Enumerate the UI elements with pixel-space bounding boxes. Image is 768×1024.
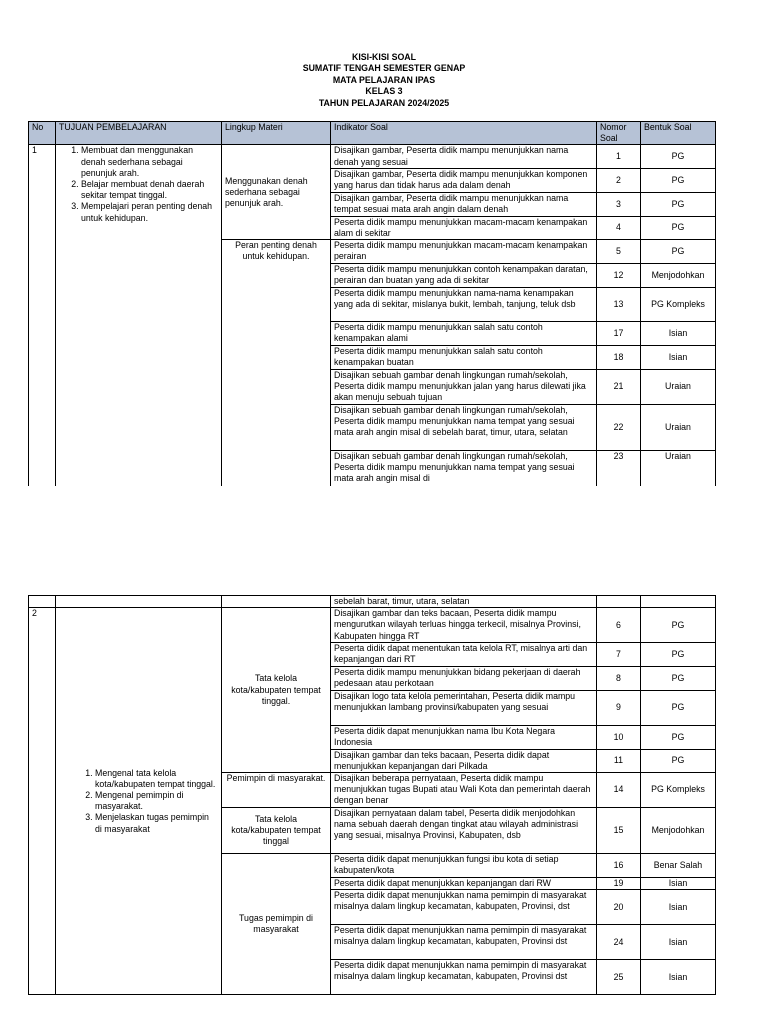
- nomor-cell: 2: [597, 168, 641, 192]
- bentuk-cell: Isian: [641, 322, 716, 346]
- nomor-cell: 12: [597, 264, 641, 288]
- indikator-cell: Peserta didik dapat menunjukkan nama Ibu Kota Negara Indonesia: [331, 725, 597, 749]
- col-header-lingkup: Lingkup Materi: [222, 122, 331, 145]
- table-row: [29, 145, 716, 168]
- nomor-cell: 18: [597, 346, 641, 369]
- tujuan-cell: [56, 608, 222, 995]
- bentuk-cell: [641, 596, 716, 608]
- lingkup-cell: Tata kelola kota/kabupaten tempat tinggal: [222, 808, 331, 854]
- tujuan-cell: [56, 596, 222, 608]
- nomor-cell: 8: [597, 667, 641, 690]
- bentuk-cell: PG Kompleks: [641, 288, 716, 322]
- nomor-cell: 4: [597, 216, 641, 239]
- bentuk-cell: Menjodohkan: [641, 264, 716, 288]
- indikator-cell: Peserta didik dapat menunjukkan fungsi ibu kota di setiap kabupaten/kota: [331, 854, 597, 878]
- document-title: [0, 52, 768, 109]
- indikator-cell: Peserta didik mampu menunjukkan salah satu contoh kenampakan buatan: [331, 346, 597, 369]
- indikator-cell: Disajikan gambar, Peserta didik mampu menunjukkan nama tempat sesuai mata arah angin dalam denah: [331, 192, 597, 216]
- nomor-cell: 16: [597, 854, 641, 878]
- indikator-cell: Peserta didik mampu menunjukkan salah satu contoh kenampakan alami: [331, 322, 597, 346]
- tujuan-list: [59, 768, 218, 835]
- lingkup-cell: Pemimpin di masyarakat.: [222, 773, 331, 808]
- indikator-cell: Peserta didik dapat menunjukkan nama pemimpin di masyarakat misalnya dalam lingkup kecamatan, kabupaten, Provinsi, dst: [331, 890, 597, 925]
- nomor-cell: 10: [597, 725, 641, 749]
- kisi-kisi-table-page-2: [28, 595, 716, 995]
- bentuk-cell: Isian: [641, 925, 716, 960]
- bentuk-cell: PG: [641, 240, 716, 264]
- indikator-cell: Peserta didik dapat menentukan tata kelola RT, misalnya arti dan kepanjangan dari RT: [331, 643, 597, 667]
- nomor-cell: 15: [597, 808, 641, 854]
- nomor-cell: 24: [597, 925, 641, 960]
- bentuk-cell: Isian: [641, 346, 716, 369]
- nomor-cell: [597, 596, 641, 608]
- title-line: SUMATIF TENGAH SEMESTER GENAP: [302, 63, 466, 74]
- indikator-cell: Disajikan logo tata kelola pemerintahan, Peserta didik mampu menunjukkan lambang provinsi/kabupaten yang sesuai: [331, 690, 597, 725]
- indikator-cell: Peserta didik mampu menunjukkan macam-macam kenampakan perairan: [331, 240, 597, 264]
- col-header-tujuan: TUJUAN PEMBELAJARAN: [56, 122, 222, 145]
- lingkup-cell: Tugas pemimpin di masyarakat: [222, 854, 331, 995]
- lingkup-cell: Tata kelola kota/kabupaten tempat tinggal.: [222, 608, 331, 773]
- indikator-cell: Disajikan gambar dan teks bacaan, Peserta didik mampu mengurutkan wilayah terluas hingga terkecil, misalnya Provinsi, Kabupaten hingga RT: [331, 608, 597, 643]
- nomor-cell: 21: [597, 369, 641, 404]
- nomor-cell: 20: [597, 890, 641, 925]
- bentuk-cell: Isian: [641, 890, 716, 925]
- bentuk-cell: PG: [641, 725, 716, 749]
- indikator-cell: Disajikan beberapa pernyataan, Peserta didik mampu menunjukkan tugas Bupati atau Wali Kota dan pemerintah daerah dengan benar: [331, 773, 597, 808]
- table-row: [29, 608, 716, 643]
- nomor-cell: 5: [597, 240, 641, 264]
- row-number: 1: [29, 145, 56, 486]
- bentuk-cell: PG: [641, 667, 716, 690]
- indikator-cell: Disajikan sebuah gambar denah lingkungan rumah/sekolah, Peserta didik mampu menunjukkan jalan yang harus dilewati jika akan menuju sebuah tujuan: [331, 369, 597, 404]
- tujuan-list: [59, 145, 218, 223]
- indikator-cell: Disajikan gambar, Peserta didik mampu menunjukkan komponen yang harus dan tidak harus ada dalam denah: [331, 168, 597, 192]
- indikator-cell: Disajikan sebuah gambar denah lingkungan rumah/sekolah, Peserta didik mampu menunjukkan nama tempat yang sesuai mata arah angin misal di: [331, 450, 597, 486]
- bentuk-cell: Isian: [641, 960, 716, 995]
- bentuk-cell: Menjodohkan: [641, 808, 716, 854]
- bentuk-cell: PG: [641, 145, 716, 168]
- bentuk-cell: PG Kompleks: [641, 773, 716, 808]
- indikator-cell: Peserta didik mampu menunjukkan macam-macam kenampakan alam di sekitar: [331, 216, 597, 239]
- col-header-bentuk: Bentuk Soal: [641, 122, 716, 145]
- indikator-cell: Peserta didik dapat menunjukkan kepanjangan dari RW: [331, 878, 597, 890]
- lingkup-cell: Peran penting denah untuk kehidupan.: [222, 240, 331, 486]
- indikator-cell: Peserta didik mampu menunjukkan nama-nama kenampakan yang ada di sekitar, mislanya bukit, lembah, tanjung, teluk dsb: [331, 288, 597, 322]
- indikator-cell: Peserta didik dapat menunjukkan nama pemimpin di masyarakat misalnya dalam lingkup kecamatan, kabupaten, Provinsi dst: [331, 925, 597, 960]
- title-line: KELAS 3: [365, 86, 403, 97]
- bentuk-cell: Uraian: [641, 369, 716, 404]
- lingkup-cell: [222, 596, 331, 608]
- col-header-indikator: Indikator Soal: [331, 122, 597, 145]
- col-header-nomor: Nomor Soal: [597, 122, 641, 145]
- indikator-cell: Disajikan pernyataan dalam tabel, Peserta didik menjodohkan nama sebuah daerah dengan tingkat atau wilayah administrasi yang sesuai, misalnya Provinsi, Kabupaten, dsb: [331, 808, 597, 854]
- nomor-cell: 1: [597, 145, 641, 168]
- bentuk-cell: Uraian: [641, 450, 716, 486]
- title-line: KISI-KISI SOAL: [351, 52, 417, 62]
- nomor-cell: 17: [597, 322, 641, 346]
- table-row-continuation: [29, 596, 716, 608]
- nomor-cell: 7: [597, 643, 641, 667]
- nomor-cell: 6: [597, 608, 641, 643]
- col-header-no: No: [29, 122, 56, 145]
- bentuk-cell: Uraian: [641, 404, 716, 450]
- bentuk-cell: Benar Salah: [641, 854, 716, 878]
- bentuk-cell: PG: [641, 168, 716, 192]
- indikator-cell: Peserta didik mampu menunjukkan bidang pekerjaan di daerah pedesaan atau perkotaan: [331, 667, 597, 690]
- nomor-cell: 19: [597, 878, 641, 890]
- bentuk-cell: PG: [641, 690, 716, 725]
- nomor-cell: 11: [597, 749, 641, 772]
- tujuan-item: 2. Mengenal pemimpin di masyarakat.: [95, 790, 218, 812]
- bentuk-cell: PG: [641, 643, 716, 667]
- nomor-cell: 25: [597, 960, 641, 995]
- title-line: MATA PELAJARAN IPAS: [332, 74, 436, 85]
- title-line: TAHUN PELAJARAN 2024/2025: [318, 97, 450, 108]
- kisi-kisi-table-page-1: [28, 121, 716, 487]
- indikator-cell: Disajikan gambar dan teks bacaan, Peserta didik dapat menunjukkan kepanjangan dari Pilkada: [331, 749, 597, 772]
- indikator-cell: Disajikan gambar, Peserta didik mampu menunjukkan nama denah yang sesuai: [331, 145, 597, 168]
- bentuk-cell: PG: [641, 192, 716, 216]
- indikator-cell: Peserta didik dapat menunjukkan nama pemimpin di masyarakat misalnya dalam lingkup kecamatan, kabupaten, Provinsi dst: [331, 960, 597, 995]
- indikator-cell: sebelah barat, timur, utara, selatan: [331, 596, 597, 608]
- page-break: [0, 486, 768, 594]
- bentuk-cell: PG: [641, 216, 716, 239]
- nomor-cell: 9: [597, 690, 641, 725]
- tujuan-item: 2. Belajar membuat denah daerah sekitar tempat tinggal.: [81, 179, 218, 201]
- tujuan-item: 3. Menjelaskan tugas pemimpin di masyarakat: [95, 812, 218, 834]
- tujuan-cell: [56, 145, 222, 486]
- nomor-cell: 3: [597, 192, 641, 216]
- row-number: [29, 596, 56, 608]
- nomor-cell: 22: [597, 404, 641, 450]
- bentuk-cell: PG: [641, 749, 716, 772]
- bentuk-cell: PG: [641, 608, 716, 643]
- tujuan-item: 1. Mengenal tata kelola kota/kabupaten tempat tinggal.: [95, 768, 218, 790]
- nomor-cell: 14: [597, 773, 641, 808]
- indikator-cell: Disajikan sebuah gambar denah lingkungan rumah/sekolah, Peserta didik mampu menunjukkan nama tempat yang sesuai mata arah angin misal di sebelah barat, timur, utara, selatan: [331, 404, 597, 450]
- tujuan-item: 3. Mempelajari peran penting denah untuk kehidupan.: [81, 201, 218, 223]
- indikator-cell: Peserta didik mampu menunjukkan contoh kenampakan daratan, perairan dan buatan yang ada di sekitar: [331, 264, 597, 288]
- nomor-cell: 23: [597, 450, 641, 486]
- nomor-cell: 13: [597, 288, 641, 322]
- bentuk-cell: Isian: [641, 878, 716, 890]
- table-header-row: [29, 122, 716, 145]
- row-number: 2: [29, 608, 56, 995]
- lingkup-cell: Menggunakan denah sederhana sebagai penunjuk arah.: [222, 145, 331, 240]
- tujuan-item: 1. Membuat dan menggunakan denah sederhana sebagai penunjuk arah.: [81, 145, 218, 179]
